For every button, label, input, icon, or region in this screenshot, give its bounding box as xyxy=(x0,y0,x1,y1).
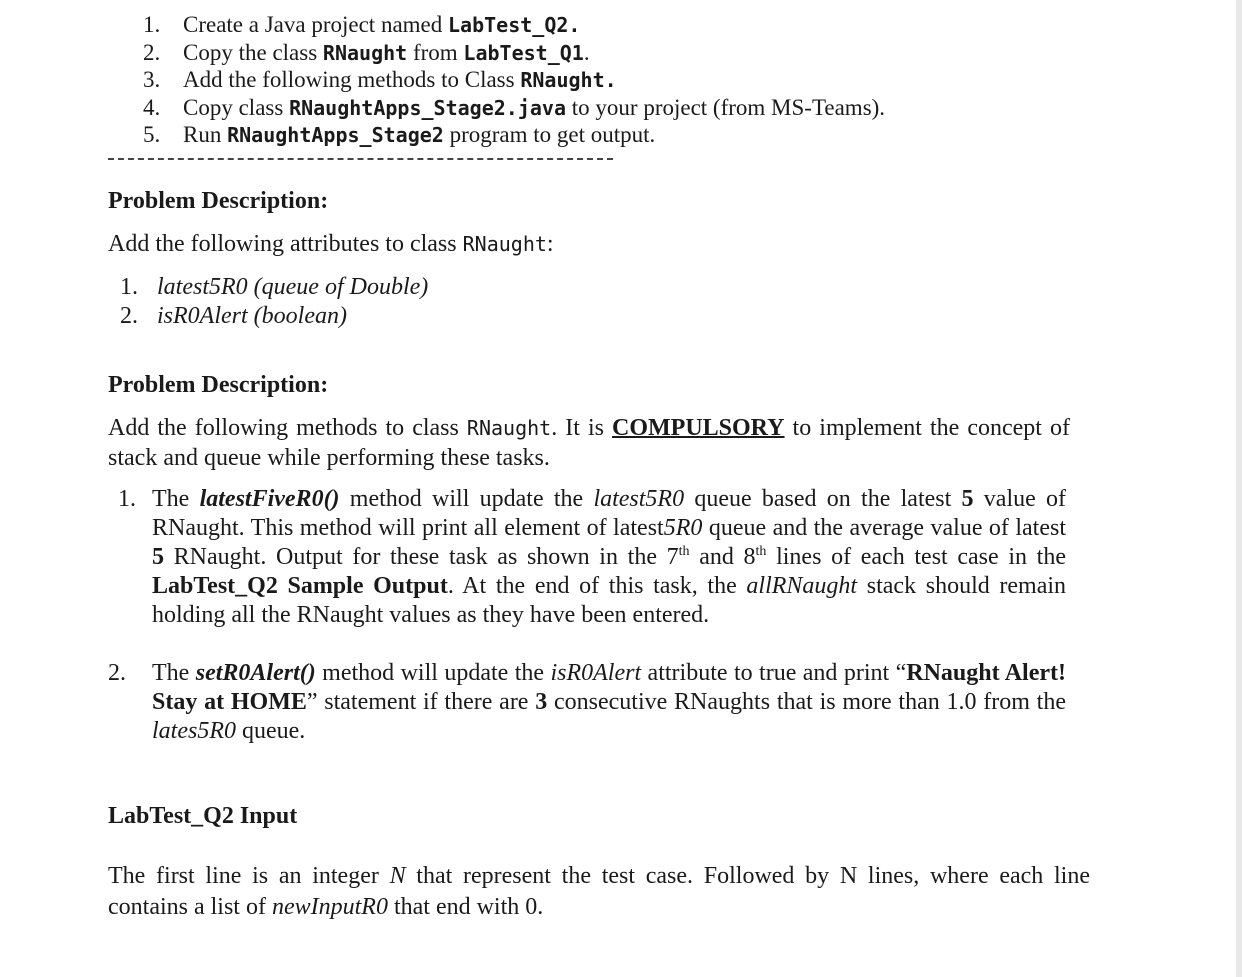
method-item-latestFiveR0: The latestFiveR0() method will update the latest5R0 queue based on the latest 5 value of RNaught. This method will print all element of latest5R0 queue and the average value of latest 5 RNaught. Output for these task as shown in the 7th and 8th lines of each test case in the LabTest_Q2 Sample Output. At the end of this task, the allRNaught stack should remain holding all the RNaught values as they have been entered. xyxy=(152,486,1067,628)
step-number: 3. xyxy=(143,67,161,92)
attributes-intro: Add the following attributes to class RNaught: xyxy=(108,231,554,257)
attribute-item: 1. latest5R0 (queue of Double) xyxy=(120,274,429,300)
step-number: 4. xyxy=(143,95,161,120)
step-number: 5. xyxy=(143,122,161,147)
step-text: Copy the class RNaught from LabTest_Q1. xyxy=(183,40,590,65)
step-item xyxy=(143,94,886,122)
method-item-number: 1. xyxy=(118,486,136,512)
step-item xyxy=(143,121,656,149)
step-item xyxy=(143,39,590,67)
step-item xyxy=(143,66,617,94)
step-text: Copy class RNaughtApps_Stage2.java to your project (from MS-Teams). xyxy=(183,95,886,120)
section-heading-methods: Problem Description: xyxy=(108,372,329,398)
method-item-number: 2. xyxy=(108,660,126,686)
section-heading-attributes: Problem Description: xyxy=(108,188,329,214)
dashed-divider xyxy=(108,158,613,160)
section-heading-input: LabTest_Q2 Input xyxy=(108,803,298,829)
input-description: The first line is an integer N that represent the test case. Followed by N lines, where each line contains a list of newInputR0 that end with 0. xyxy=(108,863,1090,920)
method-item-setR0Alert: The setR0Alert() method will update the isR0Alert attribute to true and print “RNaught Alert! Stay at HOME” statement if there are 3 consecutive RNaughts that is more than 1.0 from the lates5R0 queue. xyxy=(152,660,1067,744)
step-number: 2. xyxy=(143,40,161,65)
step-number: 1. xyxy=(143,12,161,37)
step-text: Add the following methods to Class RNaught. xyxy=(183,67,617,92)
attribute-item: 2. isR0Alert (boolean) xyxy=(120,303,347,329)
step-text: Run RNaughtApps_Stage2 program to get output. xyxy=(183,122,656,147)
step-item xyxy=(143,11,581,39)
methods-intro: Add the following methods to class RNaught. It is COMPULSORY to implement the concept of stack and queue while performing these tasks. xyxy=(108,415,1070,471)
step-text: Create a Java project named LabTest_Q2. xyxy=(183,12,581,37)
page-edge-shadow xyxy=(1236,0,1242,977)
